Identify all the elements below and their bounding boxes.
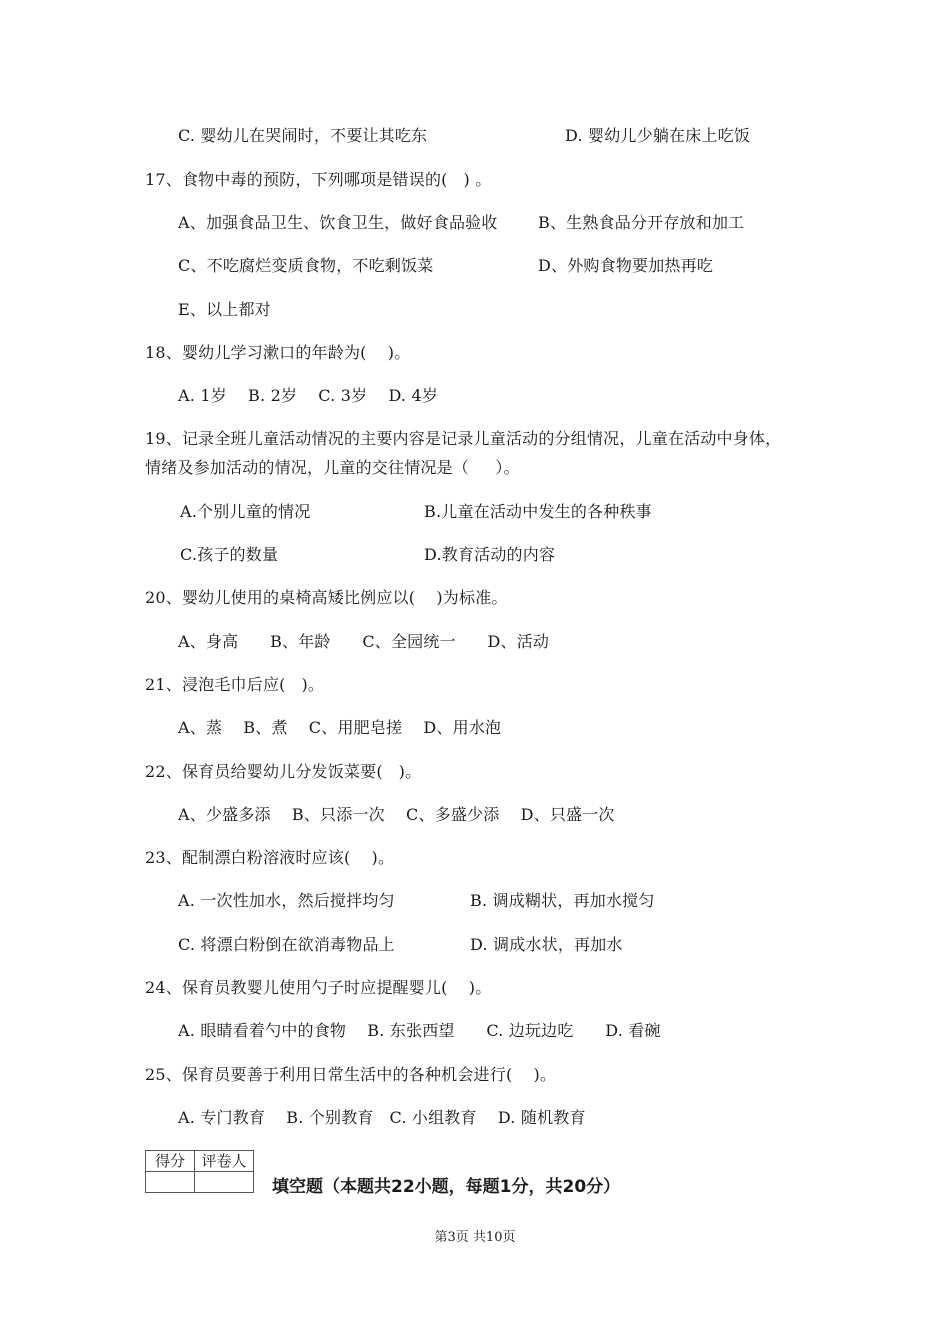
text-line: 21、浸泡毛巾后应( )。 — [145, 675, 325, 694]
text-line: A. 专门教育 B. 个别教育 C. 小组教育 D. 随机教育 — [178, 1108, 586, 1127]
text-line: 18、婴幼儿学习漱口的年龄为( )。 — [145, 343, 411, 362]
text-line: 情绪及参加活动的情况，儿童的交往情况是（ ）。 — [145, 458, 520, 477]
text-line: 19、记录全班儿童活动情况的主要内容是记录儿童活动的分组情况，儿童在活动中身体， — [145, 429, 782, 448]
text-line: A. 眼睛看着勺中的食物 B. 东张西望 C. 边玩边吃 D. 看碗 — [178, 1021, 661, 1040]
text-line: D、外购食物要加热再吃 — [538, 256, 714, 275]
text-line: D.教育活动的内容 — [424, 545, 556, 564]
page-footer: 第3页 共10页 — [434, 1230, 516, 1245]
text-line: B. 调成糊状，再加水搅匀 — [470, 891, 655, 910]
score-header: 得分 — [146, 1151, 195, 1172]
text-line: 17、食物中毒的预防，下列哪项是错误的( ) 。 — [145, 170, 492, 189]
text-line: 22、保育员给婴幼儿分发饭菜要( )。 — [145, 762, 422, 781]
text-line: 25、保育员要善于利用日常生活中的各种机会进行( )。 — [145, 1065, 557, 1084]
text-line: 23、配制漂白粉溶液时应该( )。 — [145, 848, 395, 867]
grader-cell — [195, 1172, 254, 1193]
text-line: B.儿童在活动中发生的各种秩事 — [424, 502, 652, 521]
text-line: C. 将漂白粉倒在欲消毒物品上 — [178, 935, 395, 954]
text-line: A. 一次性加水，然后搅拌均匀 — [178, 891, 395, 910]
text-line: A、身高 B、年龄 C、全园统一 D、活动 — [178, 632, 550, 651]
grader-header: 评卷人 — [195, 1151, 254, 1172]
text-line: C.孩子的数量 — [180, 545, 279, 564]
text-line: A、蒸 B、煮 C、用肥皂搓 D、用水泡 — [178, 718, 502, 737]
score-table — [145, 1150, 254, 1193]
text-line: 24、保育员教婴儿使用勺子时应提醒婴儿( )。 — [145, 978, 492, 997]
score-cell — [146, 1172, 195, 1193]
text-line: A.个别儿童的情况 — [180, 502, 311, 521]
text-line: A、少盛多添 B、只添一次 C、多盛少添 D、只盛一次 — [178, 805, 615, 824]
text-line: A. 1岁 B. 2岁 C. 3岁 D. 4岁 — [178, 386, 439, 405]
text-line: E、以上都对 — [178, 300, 271, 319]
text-line: C. 婴幼儿在哭闹时，不要让其吃东 — [178, 126, 428, 145]
text-line: 20、婴幼儿使用的桌椅高矮比例应以( )为标准。 — [145, 588, 508, 607]
text-line: B、生熟食品分开存放和加工 — [538, 213, 745, 232]
text-line: D. 婴幼儿少躺在床上吃饭 — [565, 126, 751, 145]
section-title: 填空题（本题共22小题，每题1分，共20分） — [272, 1177, 621, 1197]
text-line: C、不吃腐烂变质食物，不吃剩饭菜 — [178, 256, 434, 275]
text-line: A、加强食品卫生、饮食卫生，做好食品验收 — [178, 213, 498, 232]
text-line: D. 调成水状，再加水 — [470, 935, 623, 954]
